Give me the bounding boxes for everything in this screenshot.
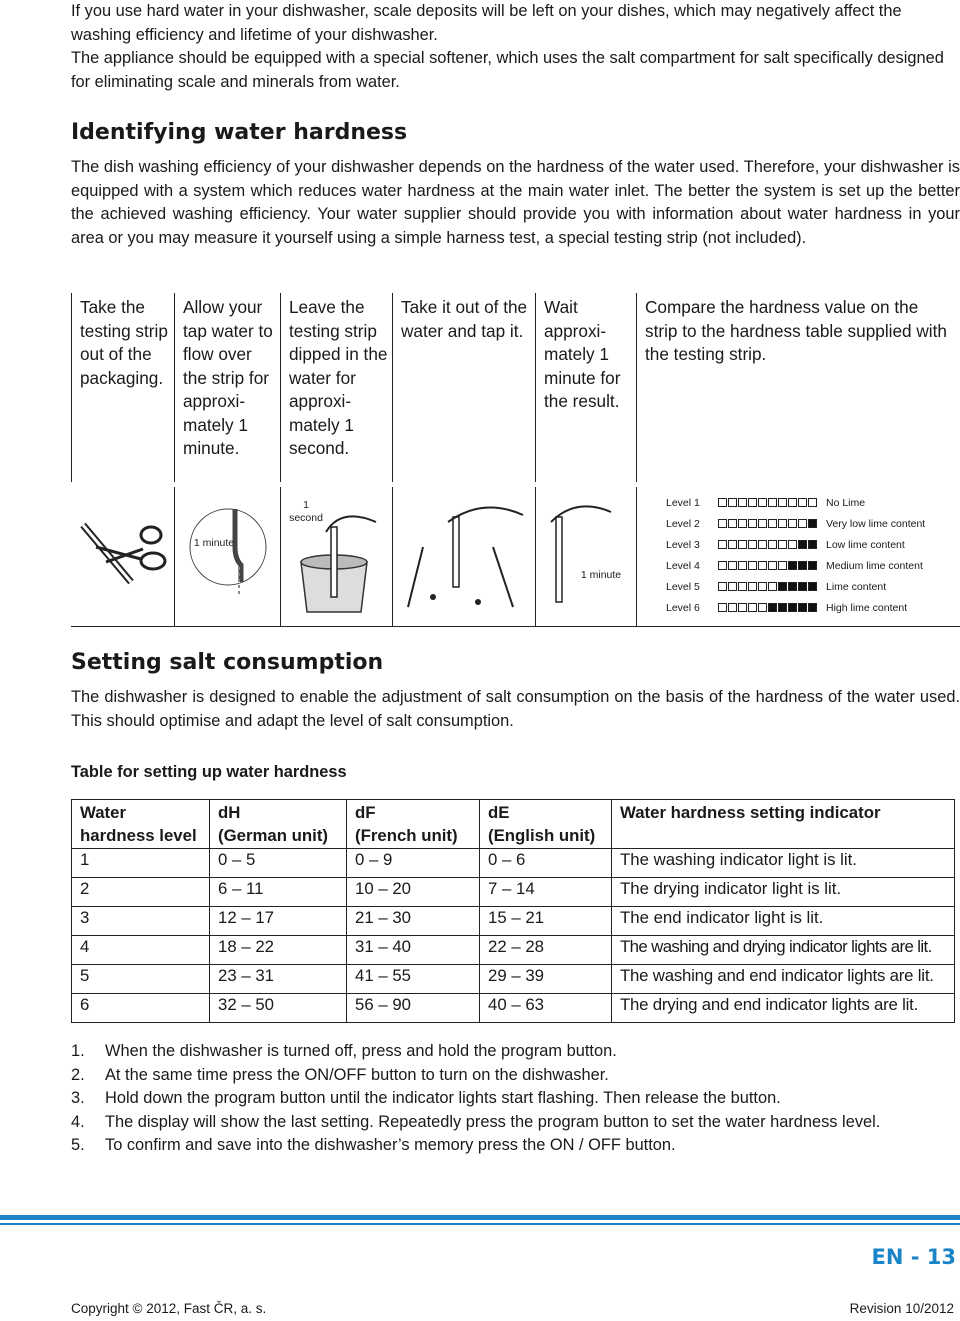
table-cell: 31 – 40 (347, 936, 480, 965)
strip-level-label: Level 3 (666, 539, 700, 551)
strip-cell (738, 582, 747, 591)
intro-paragraph-1: If you use hard water in your dishwasher, scale deposits will be left on your dishes, which may negatively affect the washing efficiency and lifetime of your dishwasher. (71, 2, 902, 44)
intro-paragraph-2: The appliance should be equipped with a special softener, which uses the salt compartment for salt specifically designed for eliminating scale and minerals from water. (71, 49, 944, 91)
copyright: Copyright © 2012, Fast ČR, a. s. (71, 1301, 267, 1316)
table-header-row (72, 800, 955, 849)
step-6: Compare the hardness value on the strip to the hardness table supplied with the testing strip. (636, 293, 955, 482)
caption-1-minute-2: 1 minute (580, 569, 622, 581)
strip-cell (778, 498, 787, 507)
table-cell: 2 (72, 878, 210, 907)
strip-cell (748, 561, 757, 570)
table-row (72, 936, 955, 965)
strip-cell (768, 498, 777, 507)
revision (850, 1301, 954, 1316)
table-cell: 22 – 28 (480, 936, 612, 965)
section-title-hardness: Identifying water hardness (71, 120, 408, 145)
strip-description: Low lime content (826, 539, 905, 551)
header-line: dE (488, 803, 510, 822)
strip-cell (798, 498, 807, 507)
strip-cell (808, 582, 817, 591)
caption-1-second: 1 second (289, 499, 323, 524)
strip-cell (758, 561, 767, 570)
strip-cell (728, 582, 737, 591)
table-body (72, 849, 955, 1023)
strip-cell (778, 603, 787, 612)
table-cell: 41 – 55 (347, 965, 480, 994)
strip-cell (788, 519, 797, 528)
section-title-salt: Setting salt consumption (71, 650, 384, 675)
strip-cell (748, 498, 757, 507)
tap-strip-icon (393, 487, 536, 626)
strip-cell (728, 561, 737, 570)
strip-description: Medium lime content (826, 560, 923, 572)
header-line: (English unit) (488, 826, 596, 845)
illustration-frame-3 (280, 487, 393, 627)
table-cell: 18 – 22 (210, 936, 347, 965)
strip-cell (778, 519, 787, 528)
instruction-number: 1. (71, 1042, 85, 1060)
strip-cell (808, 498, 817, 507)
revision-label: Revision (849, 1301, 902, 1316)
table-row (72, 907, 955, 936)
strip-cell (768, 582, 777, 591)
illustration-frame-2 (174, 487, 281, 627)
strip-cell (778, 561, 787, 570)
table-cell: 5 (72, 965, 210, 994)
table-cell: 3 (72, 907, 210, 936)
strip-chart-row (666, 556, 960, 577)
instruction-text: The display will show the last setting. Repeatedly press the program button to set the water hardness level. (105, 1112, 881, 1131)
instruction-number: 4. (71, 1112, 85, 1131)
step-5: Wait approxi-mately 1 minute for the result. (535, 293, 636, 482)
table-cell: 6 – 11 (210, 878, 347, 907)
table-cell: 32 – 50 (210, 994, 347, 1023)
step-2: Allow your tap water to flow over the strip for approxi-mately 1 minute. (174, 293, 280, 482)
strip-cell (718, 603, 727, 612)
step-3: Leave the testing strip dipped in the water for approxi-mately 1 second. (280, 293, 392, 482)
strip-cell (758, 603, 767, 612)
strip-cell (718, 498, 727, 507)
strip-cell (718, 561, 727, 570)
strip-cell (748, 582, 757, 591)
strip-cell (748, 540, 757, 549)
strip-cell (748, 603, 757, 612)
strip-cell (798, 540, 807, 549)
instruction-text: When the dishwasher is turned off, press and hold the program button. (105, 1042, 617, 1060)
table-cell: 0 – 5 (210, 849, 347, 878)
strip-level-label: Level 5 (666, 581, 700, 593)
table-cell: 10 – 20 (347, 878, 480, 907)
step-1: Take the testing strip out of the packaging. (71, 293, 174, 482)
step-4: Take it out of the water and tap it. (392, 293, 535, 482)
table-cell: The drying and end indicator lights are lit. (612, 994, 955, 1023)
strip-cell (788, 540, 797, 549)
table-header-cell (612, 800, 955, 849)
table-cell: 4 (72, 936, 210, 965)
table-cell: 1 (72, 849, 210, 878)
table-title: Table for setting up water hardness (71, 763, 347, 781)
instruction-text: At the same time press the ON/OFF button to turn on the dishwasher. (105, 1065, 609, 1084)
header-line: dH (218, 803, 241, 822)
table-row (72, 994, 955, 1023)
wait-strip-icon (536, 487, 637, 626)
illustration-frame-4 (392, 487, 536, 627)
strip-description: No Lime (826, 497, 866, 509)
illustration-frame-1 (71, 487, 174, 627)
strip-cell (798, 561, 807, 570)
strip-cell (798, 582, 807, 591)
table-cell: 0 – 9 (347, 849, 480, 878)
strip-cell (808, 519, 817, 528)
table-cell: The end indicator light is lit. (612, 907, 955, 936)
strip-chart-row (666, 493, 960, 514)
strip-chart-row (666, 598, 960, 619)
strip-cell (778, 540, 787, 549)
table-header-cell (480, 800, 612, 849)
table-cell: The washing indicator light is lit. (612, 849, 955, 878)
table-cell: The washing and end indicator lights are lit. (612, 965, 955, 994)
strip-level-label: Level 6 (666, 602, 700, 614)
table-cell: 15 – 21 (480, 907, 612, 936)
instruction-text: Hold down the program button until the indicator lights start flashing. Then release the button. (105, 1089, 781, 1107)
strip-description: High lime content (826, 602, 908, 614)
instruction-number: 2. (71, 1065, 85, 1084)
strip-cell (778, 582, 787, 591)
strip-level-label: Level 2 (666, 518, 700, 530)
footer-rule-thick (0, 1215, 960, 1220)
strip-cell (738, 540, 747, 549)
test-steps (71, 293, 960, 482)
strip-level-label: Level 4 (666, 560, 700, 572)
strip-cell (738, 603, 747, 612)
header-line: Water (80, 803, 127, 822)
strip-cell (788, 498, 797, 507)
revision-value: 10/2012 (905, 1301, 954, 1316)
strip-cell (768, 603, 777, 612)
strip-cell (788, 561, 797, 570)
strip-cell (728, 498, 737, 507)
illustrations-row (71, 487, 960, 627)
instruction-item (71, 1040, 960, 1064)
strip-cell (768, 540, 777, 549)
instruction-item (71, 1087, 960, 1111)
strip-cell (758, 582, 767, 591)
table-cell: 21 – 30 (347, 907, 480, 936)
table-cell: 7 – 14 (480, 878, 612, 907)
faucet-icon (175, 487, 281, 626)
header-line: (German unit) (218, 826, 329, 845)
table-cell: 29 – 39 (480, 965, 612, 994)
instruction-item (71, 1134, 960, 1158)
strip-cell (728, 519, 737, 528)
strip-level-label: Level 1 (666, 497, 700, 509)
hardness-table (71, 799, 955, 1023)
header-line: dF (355, 803, 376, 822)
header-line: (French unit) (355, 826, 458, 845)
strip-chart-row (666, 577, 960, 598)
strip-cell (798, 519, 807, 528)
table-cell: 0 – 6 (480, 849, 612, 878)
intro-text (71, 0, 960, 94)
table-cell: 6 (72, 994, 210, 1023)
instruction-text: To confirm and save into the dishwasher’s memory press the ON / OFF button. (105, 1136, 676, 1154)
header-line: hardness level (80, 826, 197, 845)
section-body-hardness: The dish washing efficiency of your dishwasher depends on the hardness of the water used. Therefore, your dishwasher is equipped with a system which reduces water hardness at the main water inlet. The better the system is set up the better the achieved washing efficiency. Your water supplier should provide you with information about water hardness in your area or you may measure it yourself using a simple harness test, a special testing strip (not included). (71, 158, 960, 247)
scissors-strip-icon (71, 487, 171, 626)
strip-cell (808, 603, 817, 612)
strip-cell (808, 561, 817, 570)
table-header-cell (72, 800, 210, 849)
instruction-item (71, 1111, 960, 1135)
instruction-item (71, 1064, 960, 1088)
strip-cell (758, 519, 767, 528)
strip-cell (788, 603, 797, 612)
strip-cell (798, 603, 807, 612)
strip-cell (738, 519, 747, 528)
strip-description: Very low lime content (826, 518, 926, 530)
strip-chart-row (666, 514, 960, 535)
strip-chart-row (666, 535, 960, 556)
header-line: Water hardness setting indicator (620, 803, 881, 822)
instruction-list (71, 1040, 960, 1158)
strip-cell (768, 561, 777, 570)
page-number: EN - 13 (871, 1245, 956, 1269)
strip-cell (738, 561, 747, 570)
strip-cell (718, 540, 727, 549)
table-row (72, 965, 955, 994)
strip-cell (768, 519, 777, 528)
strip-cell (758, 498, 767, 507)
section-body-salt: The dishwasher is designed to enable the adjustment of salt consumption on the basis of the hardness of the water used. This should optimise and adapt the level of salt consumption. (71, 688, 960, 730)
strip-cell (808, 540, 817, 549)
strip-cell (718, 582, 727, 591)
strip-description: Lime content (826, 581, 887, 593)
instruction-number: 5. (71, 1136, 85, 1154)
strip-cell (788, 582, 797, 591)
instruction-number: 3. (71, 1089, 85, 1107)
strip-cell (758, 540, 767, 549)
table-cell: 23 – 31 (210, 965, 347, 994)
table-cell: 40 – 63 (480, 994, 612, 1023)
table-cell: The drying indicator light is lit. (612, 878, 955, 907)
table-header-cell (347, 800, 480, 849)
footer-rule-thin (0, 1223, 960, 1225)
table-row (72, 878, 955, 907)
strip-cell (728, 603, 737, 612)
strip-cell (748, 519, 757, 528)
strip-cell (728, 540, 737, 549)
table-cell: 56 – 90 (347, 994, 480, 1023)
strip-cell (738, 498, 747, 507)
table-row (72, 849, 955, 878)
strip-cell (718, 519, 727, 528)
table-cell: The washing and drying indicator lights are lit. (612, 936, 955, 965)
table-cell: 12 – 17 (210, 907, 347, 936)
table-header-cell (210, 800, 347, 849)
caption-1-minute: 1 minute (193, 537, 235, 549)
illustration-frame-5 (535, 487, 637, 627)
